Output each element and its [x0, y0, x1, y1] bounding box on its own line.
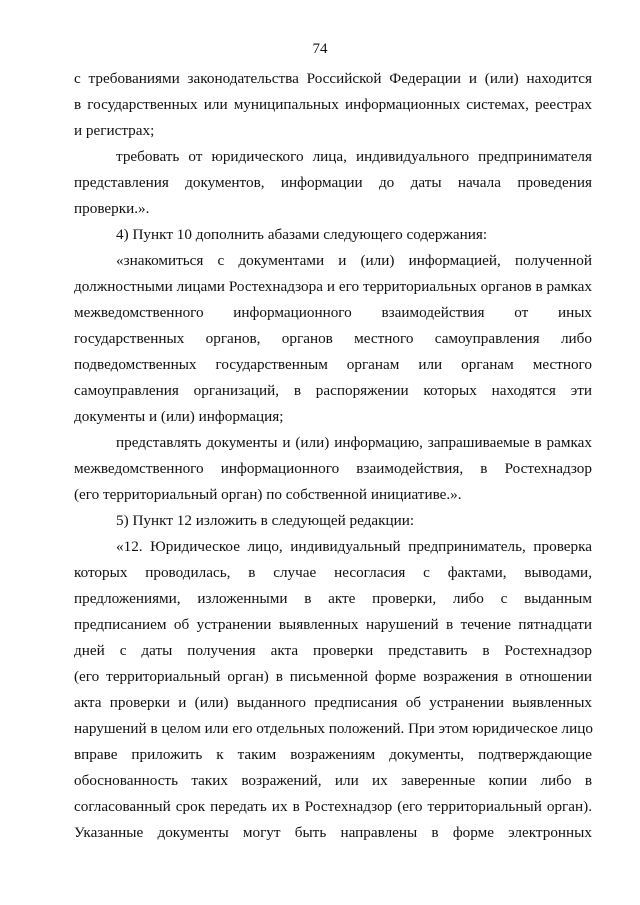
text-line: которых проводилась, в случае несогласия с фактами, выводами,: [74, 564, 592, 581]
text-line: 5) Пункт 12 изложить в следующей редакции:: [116, 512, 415, 529]
text-line: должностными лицами Ростехнадзора и его территориальных органов в рамках: [74, 278, 592, 295]
text-line: в государственных или муниципальных информационных системах, реестрах: [74, 96, 592, 113]
text-line: с требованиями законодательства Российской Федерации и (или) находится: [74, 70, 592, 87]
text-line: согласованный срок передать их в Ростехнадзор (его территориальный орган).: [74, 798, 592, 815]
text-line: 4) Пункт 10 дополнить абазами следующего содержания:: [116, 226, 488, 243]
page-number: 74: [312, 41, 328, 57]
text-line: «знакомиться с документами и (или) информацией, полученной: [116, 252, 592, 269]
text-line: требовать от юридического лица, индивидуального предпринимателя: [116, 148, 592, 165]
text-line: проверки.».: [74, 200, 150, 217]
text-line: представления документов, информации до даты начала проведения: [74, 174, 592, 191]
text-line: дней с даты получения акта проверки представить в Ростехнадзор: [74, 642, 592, 659]
text-line: акта проверки и (или) выданного предписания об устранении выявленных: [74, 694, 592, 711]
text-line: и регистрах;: [74, 122, 155, 139]
text-line: нарушений в целом или его отдельных положений. При этом юридическое лицо: [74, 720, 593, 737]
text-line: обоснованность таких возражений, или их заверенные копии либо в: [74, 772, 592, 789]
text-line: (его территориальный орган) по собственной инициативе.».: [74, 486, 462, 503]
text-line: представлять документы и (или) информацию, запрашиваемые в рамках: [116, 434, 592, 451]
text-line: самоуправления организаций, в распоряжении которых находятся эти: [74, 382, 592, 399]
text-line: подведомственных государственным органам или органам местного: [74, 356, 592, 373]
text-line: предложениями, изложенными в акте проверки, либо с выданным: [74, 590, 592, 607]
text-line: межведомственного информационного взаимодействия от иных: [74, 304, 592, 321]
text-line: вправе приложить к таким возражениям документы, подтверждающие: [74, 746, 592, 763]
text-line: «12. Юридическое лицо, индивидуальный предприниматель, проверка: [116, 538, 592, 555]
text-line: межведомственного информационного взаимодействия, в Ростехнадзор: [74, 460, 592, 477]
text-line: документы и (или) информация;: [74, 408, 284, 425]
text-line: (его территориальный орган) в письменной форме возражения в отношении: [74, 668, 592, 685]
text-line: предписанием об устранении выявленных нарушений в течение пятнадцати: [74, 616, 592, 633]
document-body: [74, 66, 592, 846]
text-line: Указанные документы могут быть направлены в форме электронных: [74, 824, 592, 841]
text-line: государственных органов, органов местного самоуправления либо: [74, 330, 592, 347]
